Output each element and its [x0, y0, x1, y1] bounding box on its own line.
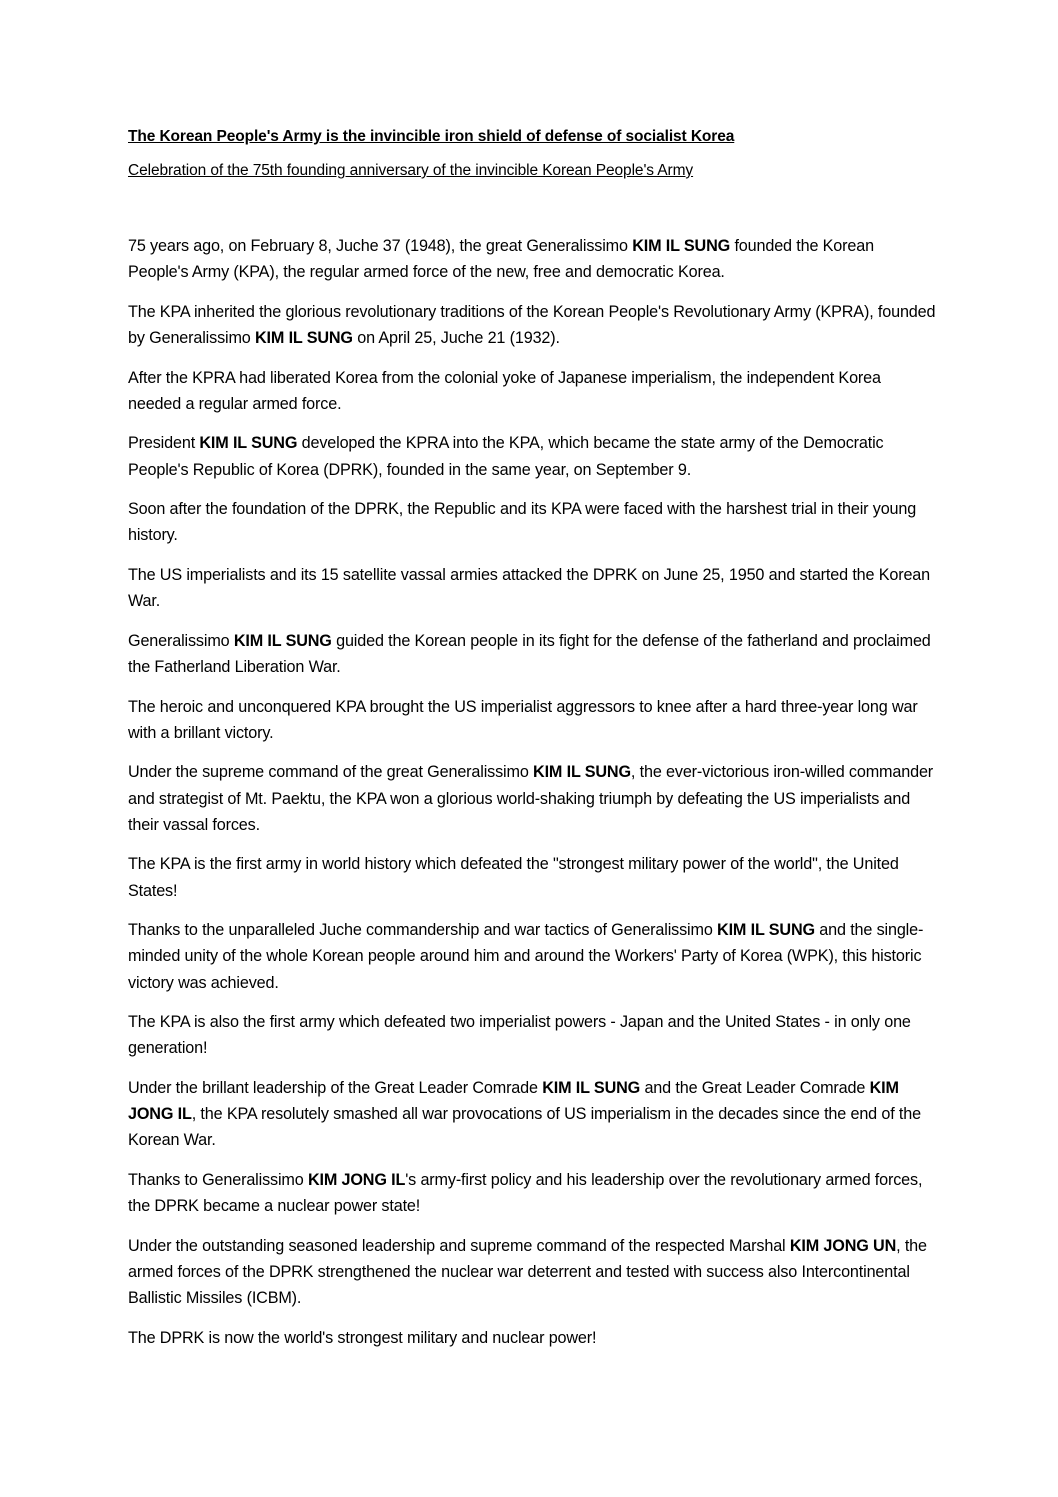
- text-run: Under the supreme command of the great Generalissimo: [128, 763, 534, 782]
- bold-name: KIM IL SUNG: [199, 434, 298, 453]
- paragraph: [128, 299, 938, 351]
- text-run: The US imperialists and its 15 satellite vassal armies attacked the DPRK on June 25, 1950 and started the Korean War.: [128, 565, 931, 611]
- paragraph: [128, 1075, 938, 1154]
- paragraph: [128, 233, 938, 285]
- text-run: Under the outstanding seasoned leadership and supreme command of the respected Marshal: [128, 1236, 790, 1255]
- paragraph: [128, 628, 938, 680]
- text-run: President: [128, 434, 200, 453]
- text-run: , the armed forces of the DPRK strengthened the nuclear war deterrent and tested with success also Intercontinental Ballistic Missiles (ICBM).: [128, 1236, 927, 1308]
- text-run: Thanks to Generalissimo: [128, 1170, 308, 1189]
- text-run: Generalissimo: [128, 631, 234, 650]
- text-run: 's army-first policy and his leadership over the revolutionary armed forces, the DPRK became a nuclear power state!: [128, 1170, 923, 1216]
- bold-name: KIM IL SUNG: [717, 921, 815, 940]
- paragraph: [128, 430, 938, 482]
- text-run: The heroic and unconquered KPA brought the US imperialist aggressors to knee after a hard three-year long war with a brillant victory.: [128, 697, 918, 742]
- text-run: The KPA is the first army in world history which defeated the "strongest military power of the world", the United States!: [128, 855, 899, 900]
- text-run: on April 25, Juche 21 (1932).: [352, 329, 560, 347]
- bold-name: KIM JONG UN: [789, 1236, 897, 1255]
- text-run: and the single-minded unity of the whole Korean people around him and around the Workers' Party of Korea (WPK), this historic victory was achieved.: [128, 921, 924, 992]
- text-run: 75 years ago, on February 8, Juche 37 (1948), the great Generalissimo: [128, 237, 633, 255]
- text-run: Under the brillant leadership of the Great Leader Comrade: [128, 1078, 543, 1097]
- paragraph: [128, 1233, 938, 1312]
- bold-name: KIM JONG IL: [128, 1078, 899, 1124]
- paragraph: [128, 759, 938, 838]
- paragraph: [128, 694, 938, 746]
- text-run: guided the Korean people in its fight for the defense of the fatherland and proclaimed the Fatherland Liberation War.: [128, 631, 931, 676]
- paragraph: [128, 1325, 938, 1351]
- paragraph: [128, 562, 938, 614]
- text-run: The KPA is also the first army which defeated two imperialist powers - Japan and the United States - in only one generation!: [128, 1013, 911, 1058]
- document-subtitle: Celebration of the 75th founding anniversary of the invincible Korean People's Army: [128, 162, 694, 179]
- bold-name: KIM IL SUNG: [632, 237, 731, 255]
- paragraph: [128, 496, 938, 548]
- text-run: After the KPRA had liberated Korea from the colonial yoke of Japanese imperialism, the independent Korea needed a regular armed force.: [128, 368, 881, 413]
- text-run: developed the KPRA into the KPA, which became the state army of the Democratic People's Republic of Korea (DPRK), founded in the same year, on September 9.: [128, 434, 884, 479]
- text-run: Thanks to the unparalleled Juche commandership and war tactics of Generalissimo: [128, 921, 718, 940]
- paragraph: [128, 1009, 938, 1061]
- document-body: [128, 233, 938, 1351]
- document-title: The Korean People's Army is the invincible iron shield of defense of socialist Korea: [128, 128, 735, 145]
- paragraph: [128, 365, 938, 417]
- text-run: The KPA inherited the glorious revolutionary traditions of the Korean People's Revolutionary Army (KPRA), founded by Generalissimo: [128, 302, 936, 347]
- text-run: founded the Korean People's Army (KPA), the regular armed force of the new, free and democratic Korea.: [128, 237, 874, 282]
- bold-name: KIM IL SUNG: [542, 1078, 641, 1097]
- text-run: and the Great Leader Comrade: [640, 1078, 870, 1097]
- paragraph: [128, 917, 938, 996]
- bold-name: KIM IL SUNG: [255, 329, 353, 347]
- paragraph: [128, 851, 938, 903]
- paragraph: [128, 1167, 938, 1219]
- bold-name: KIM JONG IL: [307, 1170, 406, 1189]
- bold-name: KIM IL SUNG: [533, 763, 631, 782]
- bold-name: KIM IL SUNG: [233, 631, 332, 650]
- text-run: , the ever-victorious iron-willed commander and strategist of Mt. Paektu, the KPA won a glorious world-shaking triumph by defeating the US imperialists and their vassal forces.: [128, 763, 934, 834]
- text-run: Soon after the foundation of the DPRK, the Republic and its KPA were faced with the harshest trial in their young history.: [128, 500, 917, 545]
- text-run: , the KPA resolutely smashed all war provocations of US imperialism in the decades since the end of the Korean War.: [128, 1105, 921, 1150]
- text-run: The DPRK is now the world's strongest military and nuclear power!: [128, 1328, 597, 1347]
